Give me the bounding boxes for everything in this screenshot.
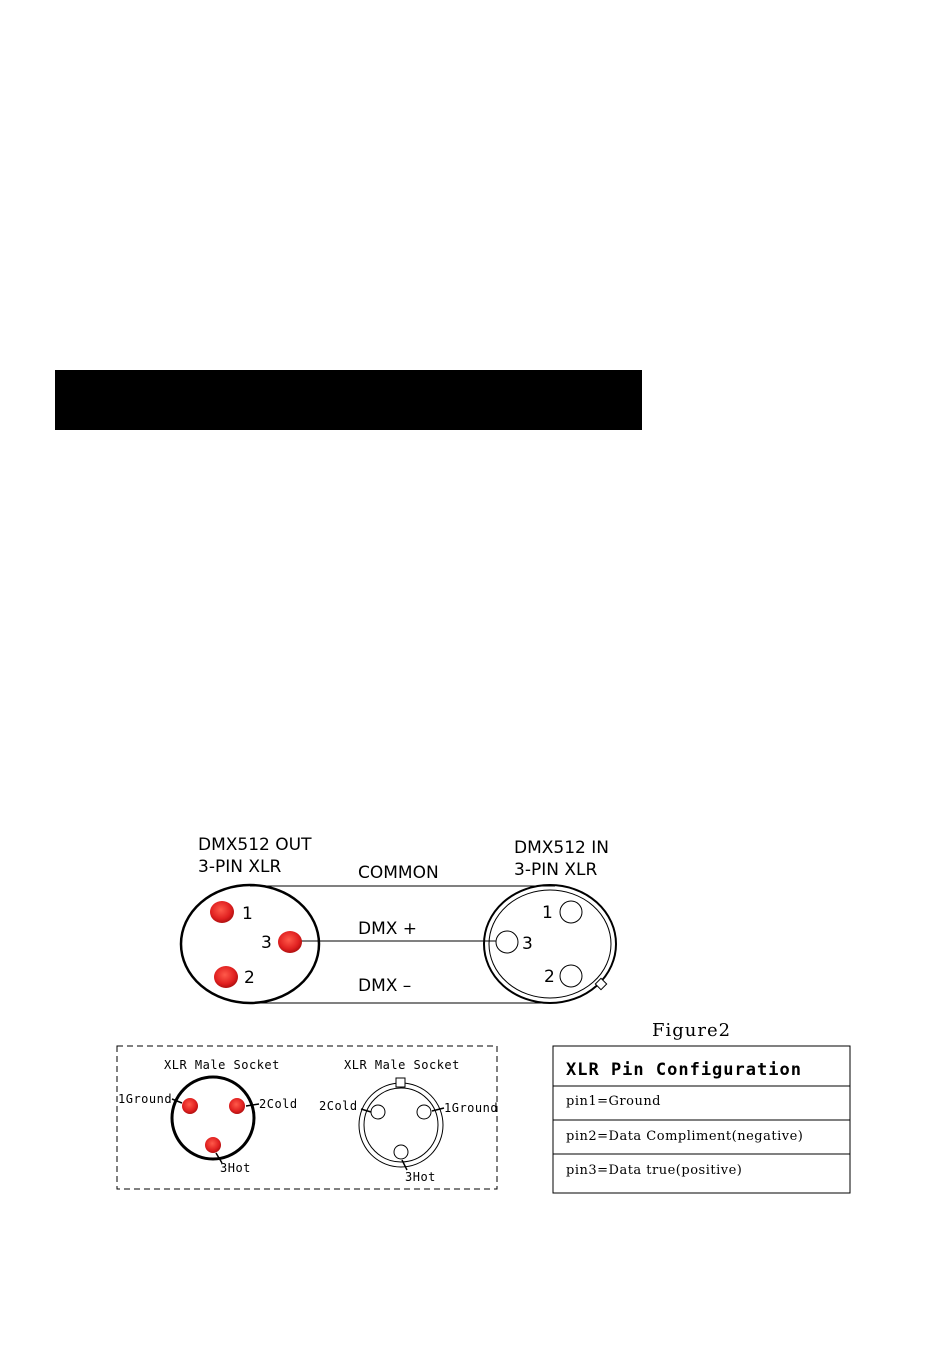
right-pin3-label: 3Hot xyxy=(405,1170,436,1184)
left-socket-pin3 xyxy=(205,1137,221,1153)
dmx-plus-label: DMX + xyxy=(358,919,418,939)
left-socket-title: XLR Male Socket xyxy=(164,1058,280,1072)
pin-configuration-table xyxy=(553,1046,850,1193)
in-pin-1-label: 1 xyxy=(542,903,553,923)
in-pin-2-label: 2 xyxy=(544,967,555,987)
left-male-socket xyxy=(118,1058,298,1175)
in-title-line2: 3-PIN XLR xyxy=(514,860,598,880)
right-socket-pin2 xyxy=(371,1105,385,1119)
in-connector-key xyxy=(595,978,606,989)
right-socket-title: XLR Male Socket xyxy=(344,1058,460,1072)
out-pin-3-dot xyxy=(278,931,302,953)
table-row: pin2=Data Compliment(negative) xyxy=(566,1129,804,1144)
right-pin1-label: 1Ground xyxy=(444,1101,499,1115)
out-title-line2: 3-PIN XLR xyxy=(198,857,282,877)
in-title-line1: DMX512 IN xyxy=(514,838,609,858)
figure-caption: Figure2 xyxy=(652,1020,732,1041)
common-label: COMMON xyxy=(358,863,439,883)
right-socket-key xyxy=(396,1078,405,1087)
dmx-minus-label: DMX – xyxy=(358,976,412,996)
table-title: XLR Pin Configuration xyxy=(566,1060,802,1080)
left-socket-pin1 xyxy=(182,1098,198,1114)
left-pin2-label: 2Cold xyxy=(259,1097,298,1111)
table-row: pin1=Ground xyxy=(566,1094,662,1109)
out-pin-1-label: 1 xyxy=(242,904,253,924)
in-pin-3-hole xyxy=(496,931,518,953)
out-pin-2-dot xyxy=(214,966,238,988)
out-pin-2-label: 2 xyxy=(244,968,255,988)
right-male-socket xyxy=(319,1058,498,1184)
out-pin-1-dot xyxy=(210,901,234,923)
table-row: pin3=Data true(positive) xyxy=(566,1163,743,1178)
in-pin-1-hole xyxy=(560,901,582,923)
left-pin3-label: 3Hot xyxy=(220,1161,251,1175)
right-socket-pin3 xyxy=(394,1145,408,1159)
out-pin-3-label: 3 xyxy=(261,933,272,953)
in-pin-2-hole xyxy=(560,965,582,987)
left-pin1-label: 1Ground xyxy=(118,1092,173,1106)
dmx-out-connector xyxy=(181,885,319,1003)
right-pin2-label: 2Cold xyxy=(319,1099,358,1113)
in-pin-3-label: 3 xyxy=(522,934,533,954)
left-pin2-arrow xyxy=(246,1104,259,1106)
right-socket-pin1 xyxy=(417,1105,431,1119)
dmx-in-connector xyxy=(484,885,616,1003)
left-socket-pin2 xyxy=(229,1098,245,1114)
out-title-line1: DMX512 OUT xyxy=(198,835,312,855)
